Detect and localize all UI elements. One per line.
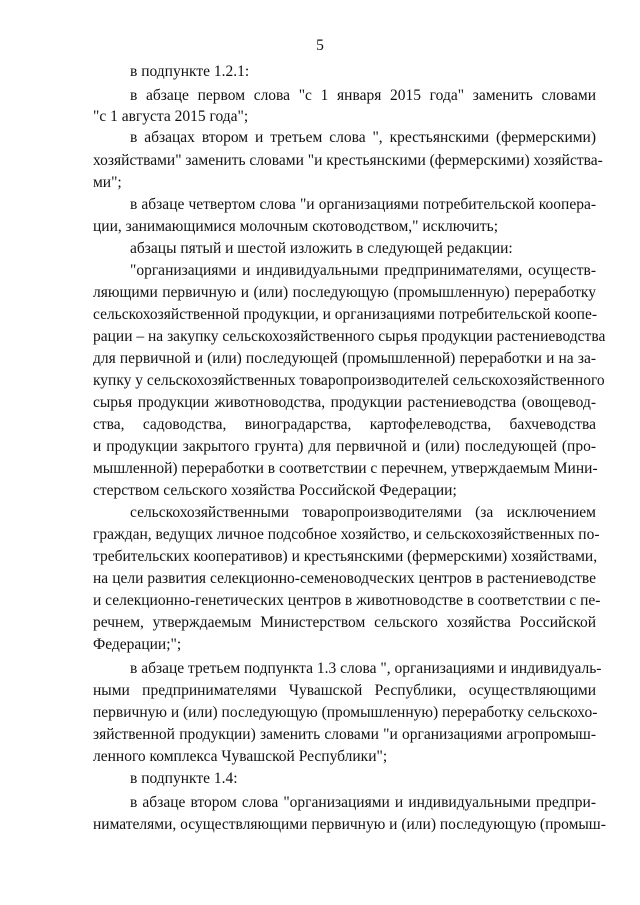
text-line: в подпункте 1.4: <box>130 770 238 787</box>
text-line: "организациями и индивидуальными предпринимателями, осуществ- <box>130 262 596 279</box>
text-line: в абзаце четвертом слова "и организациями потребительской коопера- <box>130 196 596 213</box>
text-line: стерством сельского хозяйства Российской Федерации; <box>93 482 457 499</box>
text-line: в абзаце втором слова "организациями и индивидуальными предпри- <box>130 794 596 811</box>
text-line: хозяйствами" заменить словами "и крестьянскими (фермерскими) хозяйства- <box>93 152 603 169</box>
text-line: ми"; <box>93 174 122 191</box>
text-line: в абзаце первом слова "с 1 января 2015 года" заменить словами <box>130 87 596 104</box>
text-line: Федерации;"; <box>93 636 182 653</box>
text-line: первичную и (или) последующую (промышленную) переработку сельскохо- <box>93 704 598 721</box>
text-line: абзацы пятый и шестой изложить в следующей редакции: <box>130 240 513 257</box>
text-line: в абзацах втором и третьем слова ", крестьянскими (фермерскими) <box>130 129 596 146</box>
text-line: "с 1 августа 2015 года"; <box>93 108 249 125</box>
text-line: мышленной) переработки в соответствии с перечнем, утверждаемым Мини- <box>93 460 598 477</box>
text-line: и продукции закрытого грунта) для первичной и (или) последующей (про- <box>93 438 596 455</box>
text-line: зяйственной продукции) заменить словами "и организациями агропромыш- <box>93 726 596 743</box>
text-line: сельскохозяйственной продукции, и организациями потребительской коопе- <box>93 306 598 323</box>
text-line: сельскохозяйственными товаропроизводителями (за исключением <box>130 504 596 521</box>
text-line: на цели развития селекционно-семеноводческих центров в растениеводстве <box>93 570 596 587</box>
text-line: ства, садоводства, виноградарства, картофелеводства, бахчеводства <box>93 416 596 433</box>
text-line: ции, занимающимися молочным скотоводством," исключить; <box>93 218 498 235</box>
text-line: рации – на закупку сельскохозяйственного сырья продукции растениеводства <box>93 328 606 345</box>
text-line: ляющими первичную и (или) последующую (промышленную) переработку <box>93 284 596 301</box>
text-line: речнем, утверждаемым Министерством сельского хозяйства Российской <box>93 614 596 631</box>
text-line: для первичной и (или) последующей (промышленной) переработки и на за- <box>93 350 596 367</box>
text-line: в абзаце третьем подпункта 1.3 слова ", организациями и индивидуаль- <box>130 660 602 677</box>
text-line: ленного комплекса Чувашской Республики"; <box>93 748 388 765</box>
text-line: сырья продукции животноводства, продукции растениеводства (овощевод- <box>93 394 596 411</box>
text-line: в подпункте 1.2.1: <box>130 63 250 80</box>
text-line: купку у сельскохозяйственных товаропроизводителей сельскохозяйственного <box>93 372 605 389</box>
text-line: требительских кооперативов) и крестьянскими (фермерскими) хозяйствами, <box>93 548 598 565</box>
text-line: нимателями, осуществляющими первичную и (или) последующую (промыш- <box>93 816 606 833</box>
page-number: 5 <box>316 37 324 54</box>
text-line: граждан, ведущих личное подсобное хозяйство, и сельскохозяйственных по- <box>93 526 600 543</box>
text-line: и селекционно-генетических центров в животноводстве в соответствии с пе- <box>93 592 601 609</box>
text-line: ными предпринимателями Чувашской Республики, осуществляющими <box>93 682 596 699</box>
